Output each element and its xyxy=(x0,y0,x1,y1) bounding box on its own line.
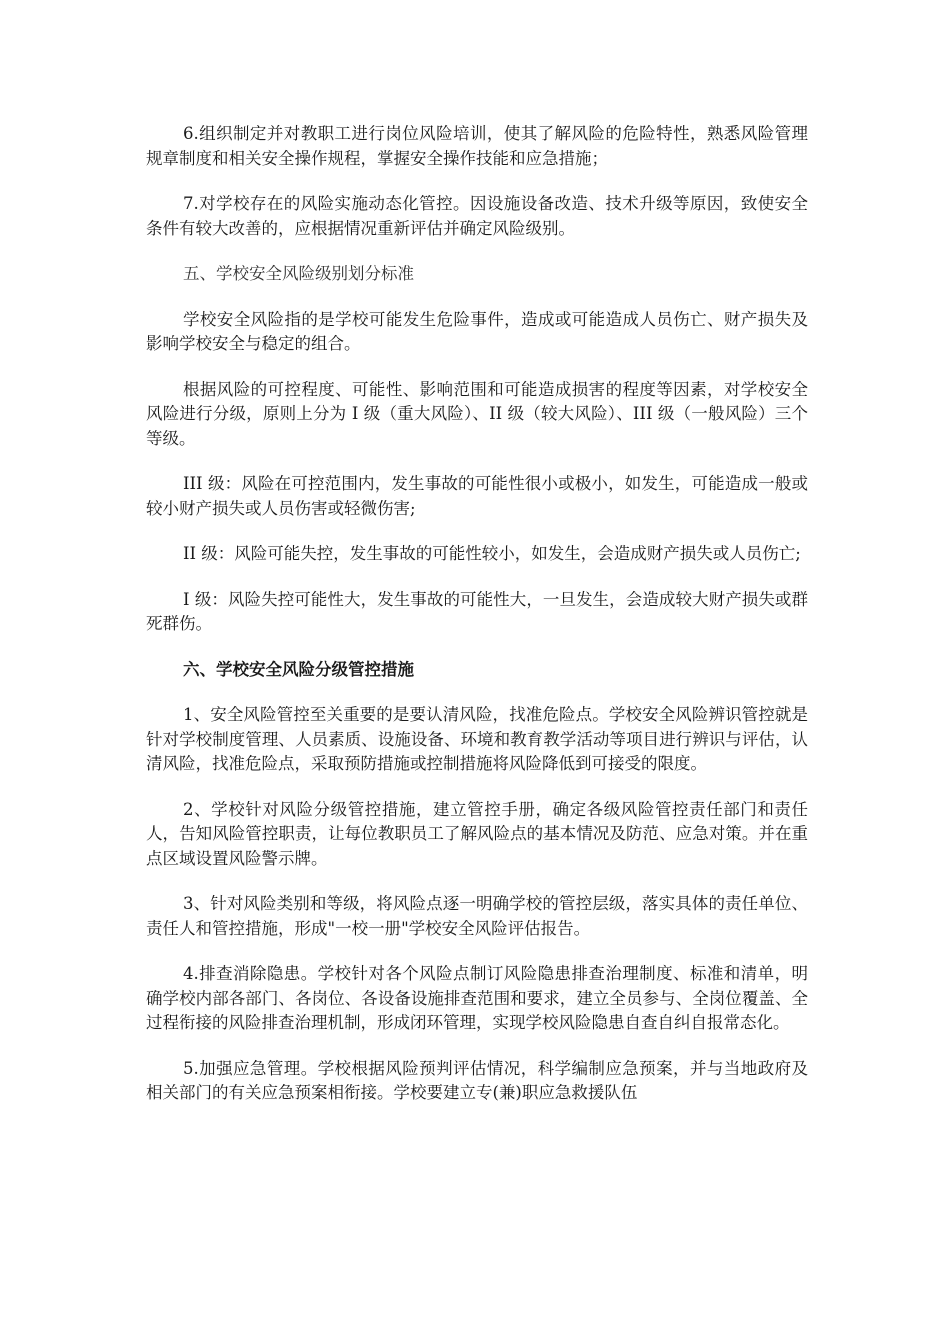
document-body xyxy=(146,122,808,1127)
paragraph-measure-4: 4.排查消除隐患。学校针对各个风险点制订风险隐患排查治理制度、标准和清单，明确学校内部各部门、各岗位、各设备设施排查范围和要求，建立全员参与、全岗位覆盖、全过程衔接的风险排查治理机制，形成闭环管理，实现学校风险隐患自查自纠自报常态化。 xyxy=(146,964,808,1032)
paragraph-level-1: I 级：风险失控可能性大，发生事故的可能性大，一旦发生，会造成较大财产损失或群死群伤。 xyxy=(146,589,808,633)
paragraph-measure-5: 5.加强应急管理。学校根据风险预判评估情况，科学编制应急预案，并与当地政府及相关部门的有关应急预案相衔接。学校要建立专(兼)职应急救援队伍 xyxy=(146,1058,808,1102)
paragraph-risk-classification: 根据风险的可控程度、可能性、影响范围和可能造成损害的程度等因素，对学校安全风险进行分级，原则上分为 I 级（重大风险）、II 级（较大风险）、III 级（一般风险）三个等级。 xyxy=(146,379,808,448)
paragraph-measure-3: 3、针对风险类别和等级，将风险点逐一明确学校的管控层级，落实具体的责任单位、责任人和管控措施，形成"一校一册"学校安全风险评估报告。 xyxy=(146,894,808,938)
section-heading-5: 五、学校安全风险级别划分标准 xyxy=(183,264,414,283)
paragraph-measure-1: 1、安全风险管控至关重要的是要认清风险，找准危险点。学校安全风险辨识管控就是针对学校制度管理、人员素质、设施设备、环境和教育教学活动等项目进行辨识与评估，认清风险，找准危险点，采取预防措施或控制措施将风险降低到可接受的限度。 xyxy=(146,705,808,773)
section-heading-6: 六、学校安全风险分级管控措施 xyxy=(183,659,414,679)
paragraph-level-2: II 级：风险可能失控，发生事故的可能性较小，如发生，会造成财产损失或人员伤亡; xyxy=(183,544,801,563)
paragraph-measure-2: 2、学校针对风险分级管控措施，建立管控手册，确定各级风险管控责任部门和责任人，告知风险管控职责，让每位教职员工了解风险点的基本情况及防范、应急对策。并在重点区域设置风险警示牌。 xyxy=(146,799,808,868)
paragraph-item-6: 6.组织制定并对教职工进行岗位风险培训，使其了解风险的危险特性，熟悉风险管理规章制度和相关安全操作规程，掌握安全操作技能和应急措施； xyxy=(146,124,808,168)
paragraph-level-3: III 级：风险在可控范围内，发生事故的可能性很小或极小，如发生，可能造成一般或较小财产损失或人员伤害或轻微伤害; xyxy=(146,474,808,518)
paragraph-risk-definition: 学校安全风险指的是学校可能发生危险事件，造成或可能造成人员伤亡、财产损失及影响学校安全与稳定的组合。 xyxy=(146,309,808,353)
paragraph-item-7: 7.对学校存在的风险实施动态化管控。因设施设备改造、技术升级等原因，致使安全条件有较大改善的，应根据情况重新评估并确定风险级别。 xyxy=(146,194,808,238)
